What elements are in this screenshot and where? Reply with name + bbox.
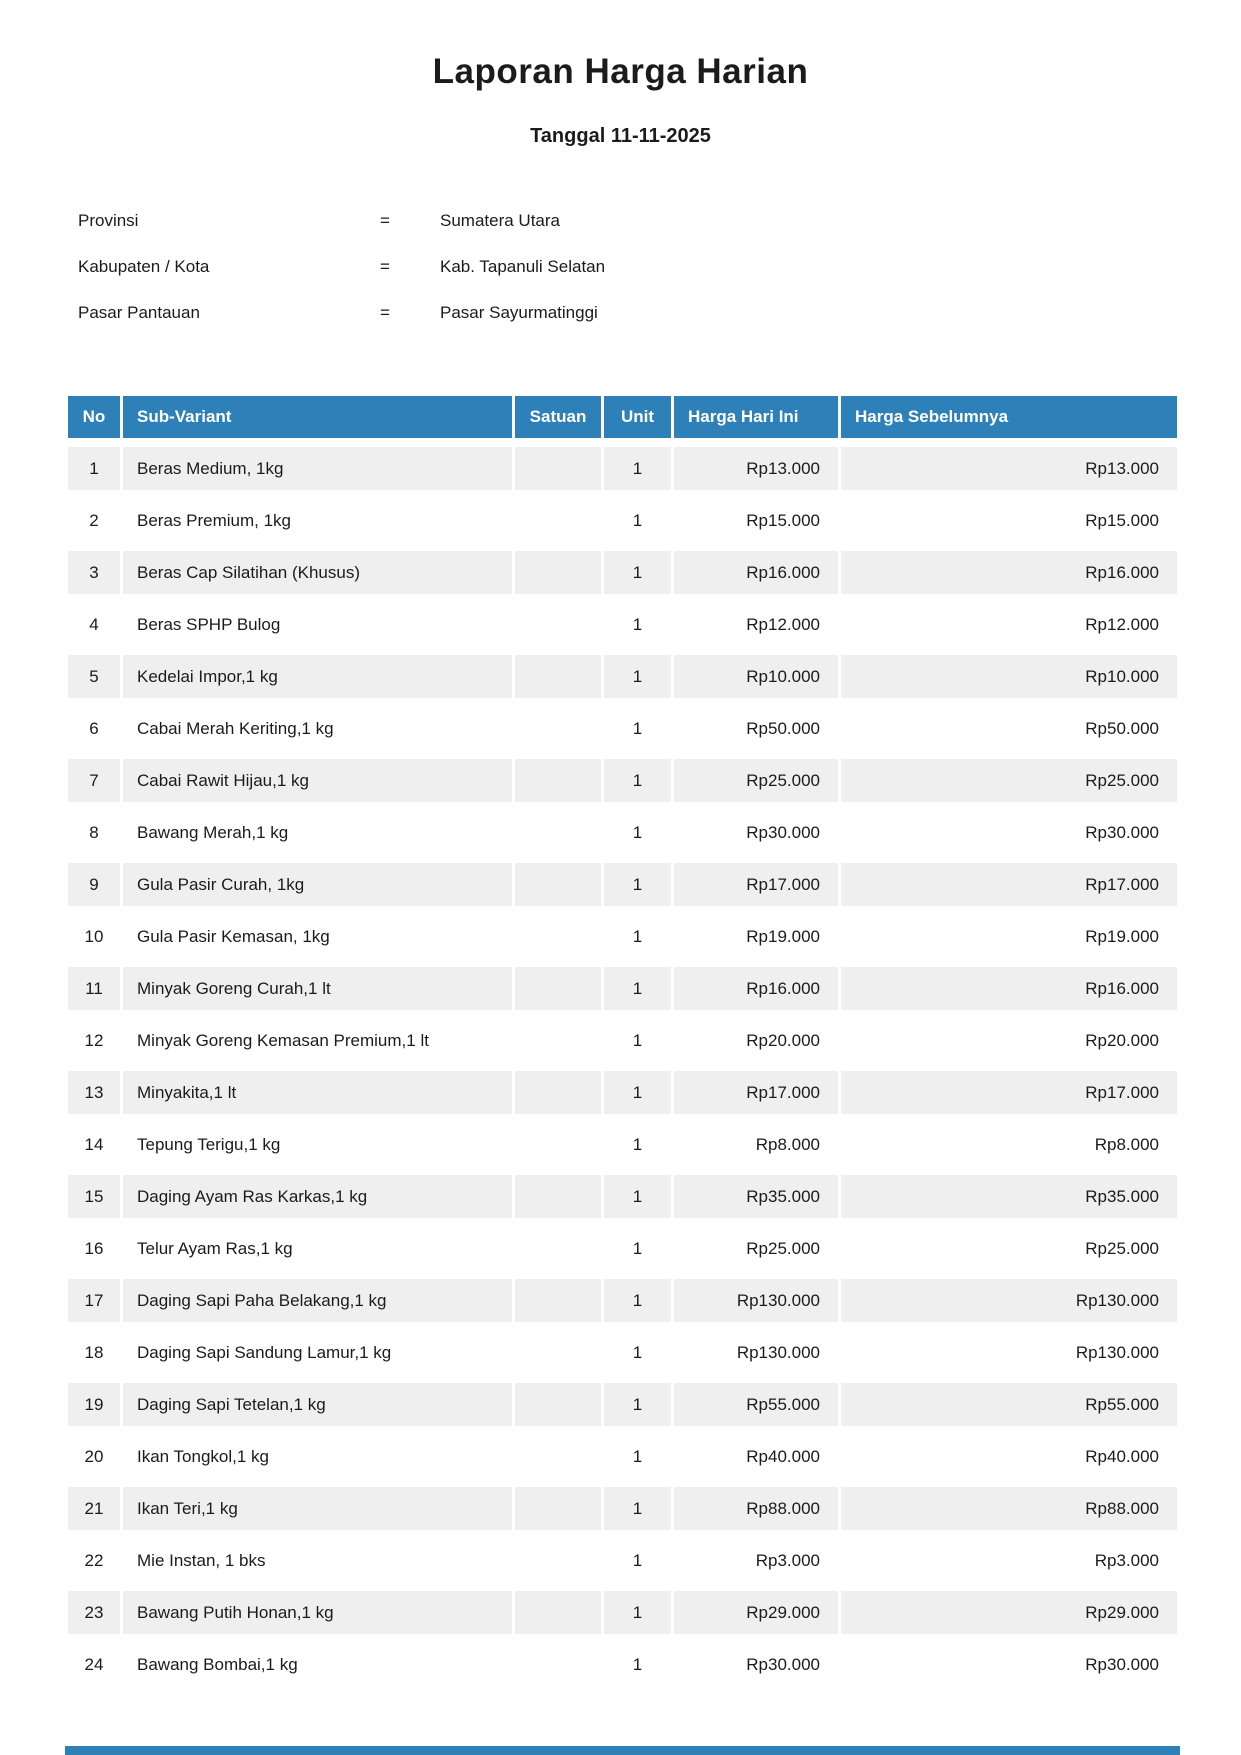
cell-harga-hari-ini: Rp30.000 xyxy=(674,1643,838,1686)
cell-no: 24 xyxy=(68,1643,120,1686)
table-row xyxy=(68,603,1177,646)
cell-harga-sebelumnya: Rp10.000 xyxy=(841,655,1177,698)
cell-sub-variant: Beras Premium, 1kg xyxy=(123,499,512,542)
cell-harga-hari-ini: Rp55.000 xyxy=(674,1383,838,1426)
cell-harga-sebelumnya: Rp40.000 xyxy=(841,1435,1177,1478)
cell-harga-sebelumnya: Rp25.000 xyxy=(841,1227,1177,1270)
cell-harga-sebelumnya: Rp17.000 xyxy=(841,1071,1177,1114)
cell-satuan xyxy=(515,707,601,750)
cell-satuan xyxy=(515,1539,601,1582)
table-row xyxy=(68,1643,1177,1686)
info-row-pasar-pantauan xyxy=(78,290,1241,336)
column-header-sub-variant: Sub-Variant xyxy=(123,396,512,438)
cell-harga-sebelumnya: Rp88.000 xyxy=(841,1487,1177,1530)
cell-harga-hari-ini: Rp16.000 xyxy=(674,551,838,594)
cell-sub-variant: Daging Sapi Paha Belakang,1 kg xyxy=(123,1279,512,1322)
cell-no: 5 xyxy=(68,655,120,698)
cell-harga-hari-ini: Rp3.000 xyxy=(674,1539,838,1582)
cell-harga-sebelumnya: Rp13.000 xyxy=(841,447,1177,490)
column-header-no: No xyxy=(68,396,120,438)
next-page-header-strip xyxy=(65,1746,1180,1755)
table-row xyxy=(68,759,1177,802)
cell-unit: 1 xyxy=(604,1071,671,1114)
column-header-harga-sebelumnya: Harga Sebelumnya xyxy=(841,396,1177,438)
cell-harga-hari-ini: Rp19.000 xyxy=(674,915,838,958)
cell-harga-hari-ini: Rp35.000 xyxy=(674,1175,838,1218)
info-equals-sign: = xyxy=(380,303,390,322)
cell-satuan xyxy=(515,1071,601,1114)
cell-harga-sebelumnya: Rp8.000 xyxy=(841,1123,1177,1166)
page-title: Laporan Harga Harian xyxy=(432,52,809,91)
column-header-unit: Unit xyxy=(604,396,671,438)
info-row-provinsi xyxy=(78,198,1241,244)
cell-unit: 1 xyxy=(604,1539,671,1582)
cell-harga-sebelumnya: Rp55.000 xyxy=(841,1383,1177,1426)
cell-no: 14 xyxy=(68,1123,120,1166)
cell-sub-variant: Cabai Rawit Hijau,1 kg xyxy=(123,759,512,802)
cell-no: 4 xyxy=(68,603,120,646)
report-info-block xyxy=(78,198,1241,336)
cell-no: 8 xyxy=(68,811,120,854)
cell-satuan xyxy=(515,915,601,958)
cell-harga-sebelumnya: Rp30.000 xyxy=(841,811,1177,854)
table-row xyxy=(68,811,1177,854)
cell-sub-variant: Minyakita,1 lt xyxy=(123,1071,512,1114)
cell-no: 9 xyxy=(68,863,120,906)
table-row xyxy=(68,1539,1177,1582)
table-row xyxy=(68,1227,1177,1270)
info-label: Provinsi xyxy=(78,211,139,230)
cell-satuan xyxy=(515,1019,601,1062)
cell-sub-variant: Mie Instan, 1 bks xyxy=(123,1539,512,1582)
table-row xyxy=(68,1123,1177,1166)
cell-harga-sebelumnya: Rp16.000 xyxy=(841,967,1177,1010)
price-table-body xyxy=(68,447,1177,1686)
cell-sub-variant: Daging Ayam Ras Karkas,1 kg xyxy=(123,1175,512,1218)
cell-harga-sebelumnya: Rp130.000 xyxy=(841,1279,1177,1322)
cell-unit: 1 xyxy=(604,551,671,594)
cell-satuan xyxy=(515,1175,601,1218)
cell-sub-variant: Cabai Merah Keriting,1 kg xyxy=(123,707,512,750)
cell-no: 22 xyxy=(68,1539,120,1582)
cell-harga-sebelumnya: Rp17.000 xyxy=(841,863,1177,906)
info-row-kabupaten-kota xyxy=(78,244,1241,290)
cell-harga-sebelumnya: Rp3.000 xyxy=(841,1539,1177,1582)
cell-sub-variant: Beras Medium, 1kg xyxy=(123,447,512,490)
cell-harga-sebelumnya: Rp12.000 xyxy=(841,603,1177,646)
cell-satuan xyxy=(515,655,601,698)
cell-harga-sebelumnya: Rp29.000 xyxy=(841,1591,1177,1634)
table-row xyxy=(68,655,1177,698)
cell-unit: 1 xyxy=(604,1175,671,1218)
table-row xyxy=(68,551,1177,594)
cell-no: 11 xyxy=(68,967,120,1010)
info-label: Pasar Pantauan xyxy=(78,303,200,322)
cell-unit: 1 xyxy=(604,1331,671,1374)
cell-sub-variant: Minyak Goreng Kemasan Premium,1 lt xyxy=(123,1019,512,1062)
cell-satuan xyxy=(515,967,601,1010)
cell-harga-hari-ini: Rp88.000 xyxy=(674,1487,838,1530)
table-row xyxy=(68,1331,1177,1374)
cell-satuan xyxy=(515,863,601,906)
cell-sub-variant: Bawang Putih Honan,1 kg xyxy=(123,1591,512,1634)
cell-satuan xyxy=(515,1331,601,1374)
cell-sub-variant: Kedelai Impor,1 kg xyxy=(123,655,512,698)
cell-satuan xyxy=(515,1123,601,1166)
cell-sub-variant: Gula Pasir Kemasan, 1kg xyxy=(123,915,512,958)
cell-satuan xyxy=(515,603,601,646)
table-row xyxy=(68,1019,1177,1062)
table-row xyxy=(68,967,1177,1010)
cell-unit: 1 xyxy=(604,759,671,802)
cell-harga-sebelumnya: Rp15.000 xyxy=(841,499,1177,542)
cell-satuan xyxy=(515,1227,601,1270)
cell-harga-hari-ini: Rp8.000 xyxy=(674,1123,838,1166)
cell-sub-variant: Telur Ayam Ras,1 kg xyxy=(123,1227,512,1270)
cell-unit: 1 xyxy=(604,1435,671,1478)
cell-unit: 1 xyxy=(604,1019,671,1062)
cell-unit: 1 xyxy=(604,811,671,854)
price-table-header-row xyxy=(68,396,1177,438)
info-value: Kab. Tapanuli Selatan xyxy=(440,257,606,276)
cell-no: 20 xyxy=(68,1435,120,1478)
cell-harga-sebelumnya: Rp19.000 xyxy=(841,915,1177,958)
cell-harga-hari-ini: Rp20.000 xyxy=(674,1019,838,1062)
cell-satuan xyxy=(515,447,601,490)
cell-sub-variant: Gula Pasir Curah, 1kg xyxy=(123,863,512,906)
cell-sub-variant: Ikan Teri,1 kg xyxy=(123,1487,512,1530)
cell-unit: 1 xyxy=(604,447,671,490)
cell-unit: 1 xyxy=(604,603,671,646)
cell-sub-variant: Tepung Terigu,1 kg xyxy=(123,1123,512,1166)
cell-sub-variant: Bawang Merah,1 kg xyxy=(123,811,512,854)
table-row xyxy=(68,1071,1177,1114)
cell-sub-variant: Bawang Bombai,1 kg xyxy=(123,1643,512,1686)
table-row xyxy=(68,1591,1177,1634)
cell-harga-hari-ini: Rp17.000 xyxy=(674,1071,838,1114)
table-row xyxy=(68,1487,1177,1530)
cell-harga-hari-ini: Rp130.000 xyxy=(674,1331,838,1374)
table-row xyxy=(68,499,1177,542)
table-row xyxy=(68,1435,1177,1478)
cell-no: 10 xyxy=(68,915,120,958)
cell-harga-hari-ini: Rp130.000 xyxy=(674,1279,838,1322)
cell-no: 16 xyxy=(68,1227,120,1270)
cell-unit: 1 xyxy=(604,1591,671,1634)
cell-unit: 1 xyxy=(604,1487,671,1530)
column-header-harga-hari-ini: Harga Hari Ini xyxy=(674,396,838,438)
cell-harga-sebelumnya: Rp130.000 xyxy=(841,1331,1177,1374)
cell-harga-hari-ini: Rp13.000 xyxy=(674,447,838,490)
cell-unit: 1 xyxy=(604,1123,671,1166)
info-value: Pasar Sayurmatinggi xyxy=(440,303,598,322)
cell-no: 6 xyxy=(68,707,120,750)
page-subtitle: Tanggal 11-11-2025 xyxy=(530,125,711,147)
cell-harga-hari-ini: Rp40.000 xyxy=(674,1435,838,1478)
column-header-satuan: Satuan xyxy=(515,396,601,438)
cell-no: 1 xyxy=(68,447,120,490)
cell-satuan xyxy=(515,759,601,802)
cell-harga-hari-ini: Rp17.000 xyxy=(674,863,838,906)
cell-unit: 1 xyxy=(604,863,671,906)
cell-satuan xyxy=(515,1643,601,1686)
cell-harga-hari-ini: Rp16.000 xyxy=(674,967,838,1010)
cell-no: 12 xyxy=(68,1019,120,1062)
cell-satuan xyxy=(515,551,601,594)
info-label: Kabupaten / Kota xyxy=(78,257,210,276)
table-row xyxy=(68,1175,1177,1218)
cell-satuan xyxy=(515,1435,601,1478)
cell-unit: 1 xyxy=(604,1383,671,1426)
cell-harga-hari-ini: Rp15.000 xyxy=(674,499,838,542)
cell-harga-hari-ini: Rp25.000 xyxy=(674,759,838,802)
cell-unit: 1 xyxy=(604,1227,671,1270)
cell-sub-variant: Ikan Tongkol,1 kg xyxy=(123,1435,512,1478)
cell-harga-hari-ini: Rp25.000 xyxy=(674,1227,838,1270)
cell-satuan xyxy=(515,811,601,854)
cell-satuan xyxy=(515,1279,601,1322)
table-row xyxy=(68,447,1177,490)
cell-satuan xyxy=(515,1383,601,1426)
cell-no: 3 xyxy=(68,551,120,594)
price-table xyxy=(65,387,1180,1695)
cell-harga-sebelumnya: Rp16.000 xyxy=(841,551,1177,594)
cell-no: 2 xyxy=(68,499,120,542)
info-equals-sign: = xyxy=(380,257,390,276)
table-row xyxy=(68,863,1177,906)
cell-sub-variant: Daging Sapi Sandung Lamur,1 kg xyxy=(123,1331,512,1374)
cell-no: 17 xyxy=(68,1279,120,1322)
info-equals-sign: = xyxy=(380,211,390,230)
cell-sub-variant: Minyak Goreng Curah,1 lt xyxy=(123,967,512,1010)
cell-harga-hari-ini: Rp29.000 xyxy=(674,1591,838,1634)
cell-harga-sebelumnya: Rp25.000 xyxy=(841,759,1177,802)
cell-sub-variant: Beras Cap Silatihan (Khusus) xyxy=(123,551,512,594)
cell-harga-hari-ini: Rp12.000 xyxy=(674,603,838,646)
cell-satuan xyxy=(515,1487,601,1530)
table-row xyxy=(68,1279,1177,1322)
table-row xyxy=(68,707,1177,750)
cell-no: 15 xyxy=(68,1175,120,1218)
cell-no: 13 xyxy=(68,1071,120,1114)
cell-no: 19 xyxy=(68,1383,120,1426)
cell-harga-hari-ini: Rp30.000 xyxy=(674,811,838,854)
cell-sub-variant: Daging Sapi Tetelan,1 kg xyxy=(123,1383,512,1426)
cell-no: 21 xyxy=(68,1487,120,1530)
cell-unit: 1 xyxy=(604,1279,671,1322)
cell-harga-hari-ini: Rp50.000 xyxy=(674,707,838,750)
cell-unit: 1 xyxy=(604,915,671,958)
info-value: Sumatera Utara xyxy=(440,211,560,230)
cell-unit: 1 xyxy=(604,499,671,542)
price-table-wrap xyxy=(65,387,1180,1695)
cell-unit: 1 xyxy=(604,655,671,698)
table-row xyxy=(68,915,1177,958)
cell-harga-sebelumnya: Rp20.000 xyxy=(841,1019,1177,1062)
cell-unit: 1 xyxy=(604,967,671,1010)
cell-satuan xyxy=(515,499,601,542)
table-row xyxy=(68,1383,1177,1426)
cell-unit: 1 xyxy=(604,1643,671,1686)
cell-no: 18 xyxy=(68,1331,120,1374)
cell-sub-variant: Beras SPHP Bulog xyxy=(123,603,512,646)
cell-no: 23 xyxy=(68,1591,120,1634)
cell-satuan xyxy=(515,1591,601,1634)
cell-no: 7 xyxy=(68,759,120,802)
cell-harga-hari-ini: Rp10.000 xyxy=(674,655,838,698)
cell-harga-sebelumnya: Rp30.000 xyxy=(841,1643,1177,1686)
cell-harga-sebelumnya: Rp35.000 xyxy=(841,1175,1177,1218)
cell-harga-sebelumnya: Rp50.000 xyxy=(841,707,1177,750)
cell-unit: 1 xyxy=(604,707,671,750)
